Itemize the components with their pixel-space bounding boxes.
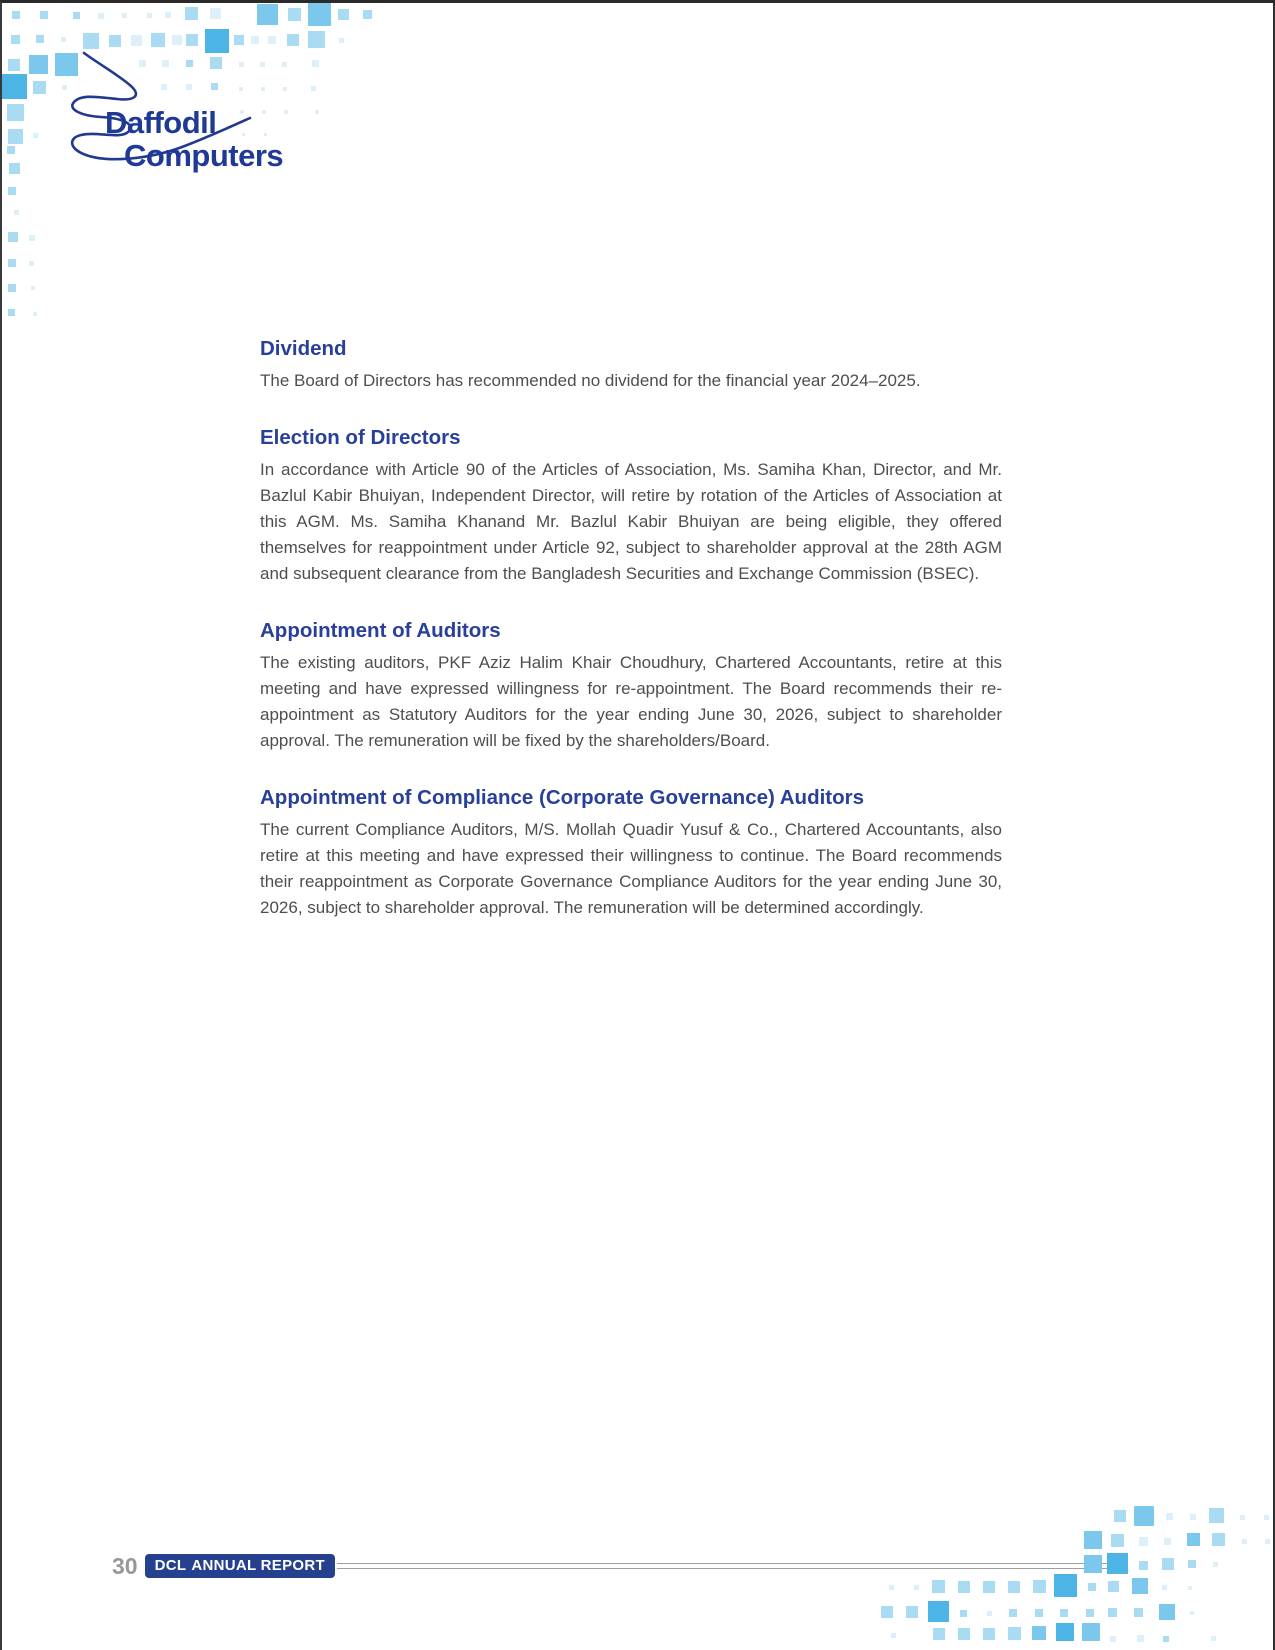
section-body: The Board of Directors has recommended no dividend for the financial year 2024–2025. bbox=[260, 371, 921, 390]
company-logo bbox=[105, 106, 283, 172]
pixel-mosaic-bottom-right bbox=[873, 1490, 1273, 1650]
section-body: The existing auditors, PKF Aziz Halim Khair Choudhury, Chartered Accountants, retire at this meeting and have expressed willingness for re-appointment. The Board recommends their re-appointment as Statutory Auditors for the year ending June 30, 2026, subject to shareholder approval. The remuneration will be fixed by the shareholders/Board. bbox=[260, 653, 1002, 750]
logo-text-line2: Computers bbox=[124, 138, 284, 173]
section-body: The current Compliance Auditors, M/S. Mollah Quadir Yusuf & Co., Chartered Accountants, also retire at this meeting and have expressed their willingness to continue. The Board recommends their reappointment as Corporate Governance Compliance Auditors for the year ending June 30, 2026, subject to shareholder approval. The remuneration will be determined accordingly. bbox=[260, 820, 1002, 917]
section-appointment-of-auditors bbox=[260, 617, 1002, 754]
section-heading: Appointment of Compliance (Corporate Governance) Auditors bbox=[260, 786, 865, 809]
section-heading: Dividend bbox=[260, 337, 347, 360]
section-election-of-directors bbox=[260, 424, 1002, 587]
section-heading: Election of Directors bbox=[260, 426, 461, 449]
report-content bbox=[260, 335, 1002, 921]
logo-text-line1: Daffodil bbox=[105, 105, 217, 140]
section-appointment-of-compliance-auditors bbox=[260, 784, 1002, 921]
report-title-badge bbox=[145, 1554, 335, 1578]
page-number: 30 bbox=[112, 1552, 138, 1579]
section-dividend bbox=[260, 335, 1002, 394]
badge-annual-report-label: ANNUAL REPORT bbox=[191, 1557, 325, 1574]
section-heading: Appointment of Auditors bbox=[260, 619, 501, 642]
section-body: In accordance with Article 90 of the Articles of Association, Ms. Samiha Khan, Director, and Mr. Bazlul Kabir Bhuiyan, Independent Director, will retire by rotation of the Articles of Association at this AGM. Ms. Samiha Khanand Mr. Bazlul Kabir Bhuiyan are being eligible, they offered themselves for reappointment under Article 92, subject to shareholder approval at the 28th AGM and subsequent clearance from the Bangladesh Securities and Exchange Commission (BSEC). bbox=[260, 460, 1002, 583]
badge-dcl-label: DCL bbox=[154, 1557, 187, 1574]
